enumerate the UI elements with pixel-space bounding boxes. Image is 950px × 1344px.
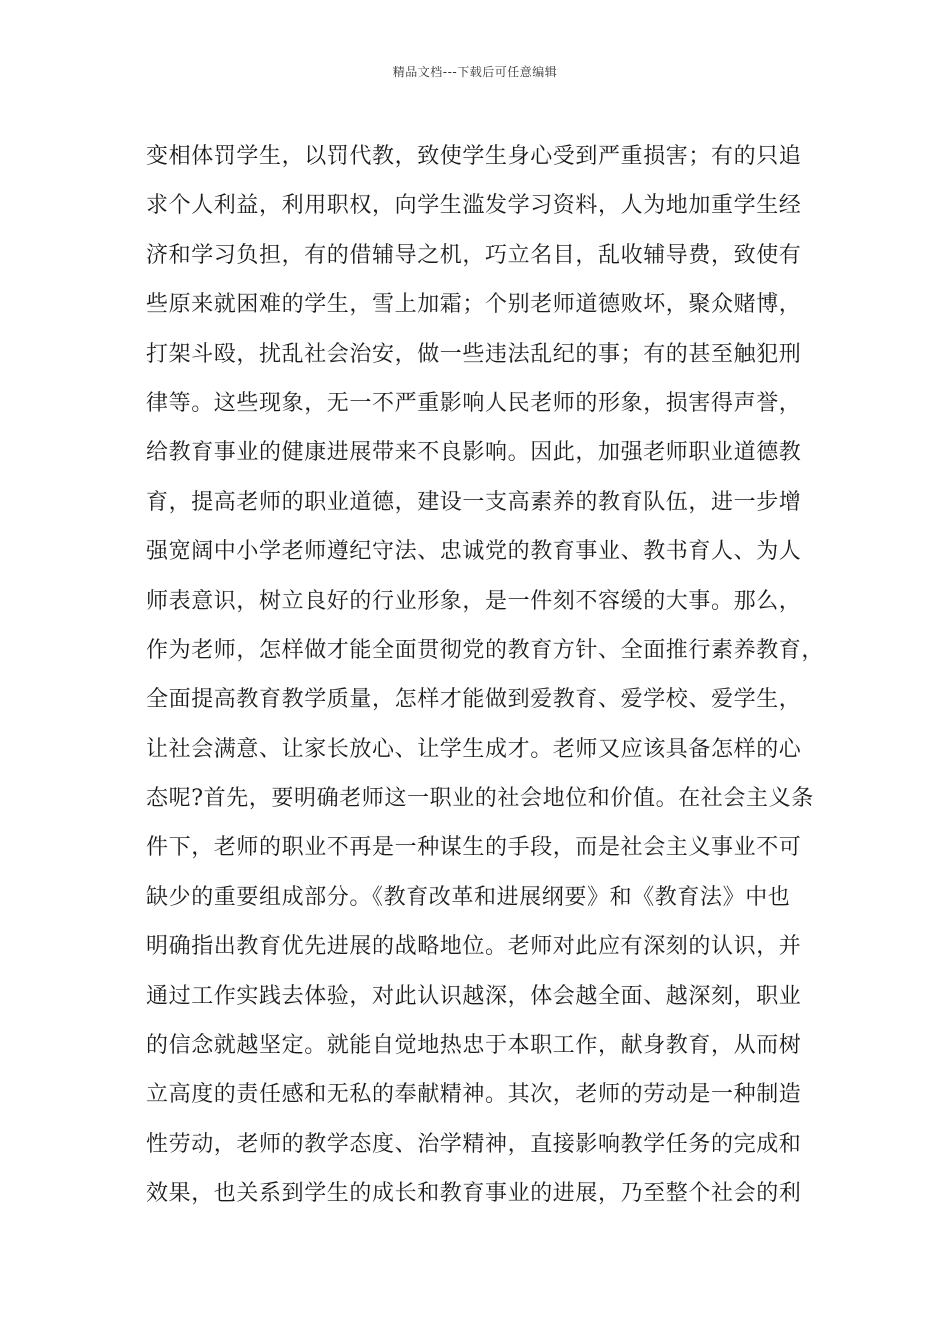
text-line: 育，提高老师的职业道德，建设一支高素养的教育队伍，进一步增 xyxy=(146,489,802,515)
text-line: 通过工作实践去体验，对此认识越深，体会越全面、越深刻，职业 xyxy=(146,983,802,1009)
text-line: 变相体罚学生，以罚代教，致使学生身心受到严重损害；有的只追 xyxy=(146,144,802,169)
text-line: 打架斗殴，扰乱社会治安，做一些违法乱纪的事；有的甚至触犯刑 xyxy=(146,341,802,367)
text-line: 师表意识，树立良好的行业形象，是一件刻不容缓的大事。那么， xyxy=(146,588,802,614)
text-line: 的信念就越坚定。就能自觉地热忠于本职工作，献身教育，从而树 xyxy=(146,1033,802,1059)
text-line: 律等。这些现象，无一不严重影响人民老师的形象，损害得声誉， xyxy=(146,390,802,416)
text-line: 明确指出教育优先进展的战略地位。老师对此应有深刻的认识，并 xyxy=(146,934,802,960)
text-line: 作为老师，怎样做才能全面贯彻党的教育方针、全面推行素养教育， xyxy=(146,637,825,663)
text-line: 济和学习负担，有的借辅导之机，巧立名目，乱收辅导费，致使有 xyxy=(146,242,802,268)
text-line: 强宽阔中小学老师遵纪守法、忠诚党的教育事业、教书育人、为人 xyxy=(146,539,802,565)
body-text xyxy=(146,132,836,1219)
text-line: 给教育事业的健康进展带来不良影响。因此，加强老师职业道德教 xyxy=(146,440,802,466)
text-line: 效果，也关系到学生的成长和教育事业的进展，乃至整个社会的利 xyxy=(146,1181,802,1207)
text-line: 全面提高教育教学质量，怎样才能做到爱教育、爱学校、爱学生， xyxy=(146,687,802,713)
text-line: 些原来就困难的学生，雪上加霜；个别老师道德败坏，聚众赌博， xyxy=(146,292,802,318)
text-line: 立高度的责任感和无私的奉献精神。其次，老师的劳动是一种制造 xyxy=(146,1082,802,1108)
page-header: 精品文档---下载后可任意编辑 xyxy=(392,65,558,79)
text-line: 性劳动，老师的教学态度、治学精神，直接影响教学任务的完成和 xyxy=(146,1131,802,1157)
text-line: 缺少的重要组成部分。《教育改革和进展纲要》和《教育法》中也 xyxy=(146,884,791,910)
text-line: 态呢?首先，要明确老师这一职业的社会地位和价值。在社会主义条 xyxy=(146,786,814,812)
text-line: 件下，老师的职业不再是一种谋生的手段，而是社会主义事业不可 xyxy=(146,835,802,861)
text-line: 求个人利益，利用职权，向学生滥发学习资料，人为地加重学生经 xyxy=(146,193,802,219)
text-line: 让社会满意、让家长放心、让学生成才。老师又应该具备怎样的心 xyxy=(146,736,802,762)
